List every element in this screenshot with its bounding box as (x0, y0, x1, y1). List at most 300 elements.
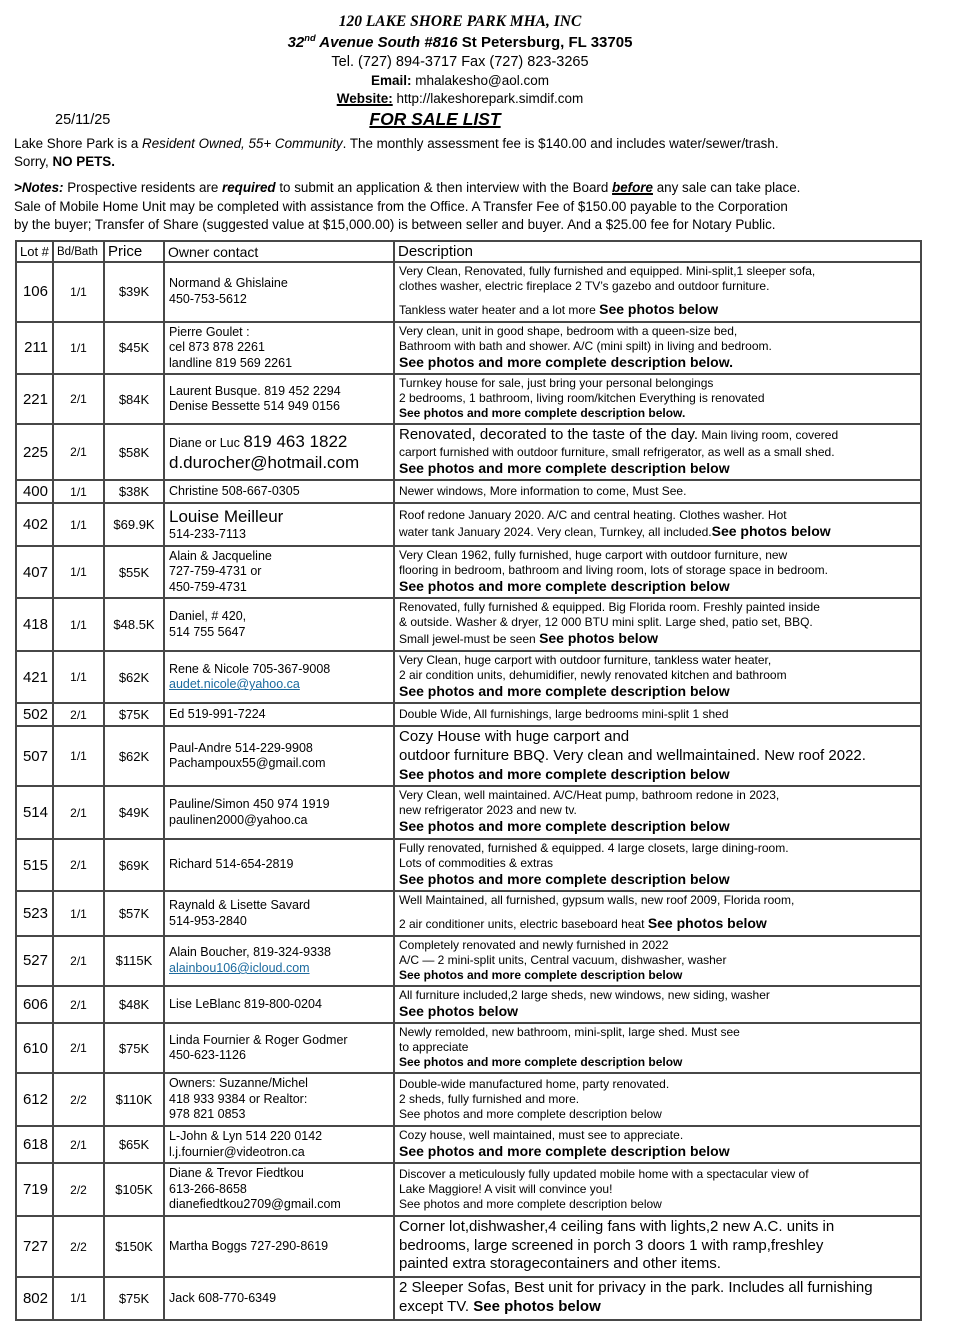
bdbath-cell: 2/1 (53, 1126, 104, 1164)
text-segment: 613-266-8658 (169, 1181, 247, 1196)
contact-line (169, 857, 389, 873)
table-row (16, 503, 921, 546)
text-segment: except TV. (399, 1297, 474, 1315)
description-cell (394, 786, 921, 839)
text-segment: See photos below (647, 915, 767, 932)
text-segment: See photos and more complete description below (399, 967, 683, 982)
text-segment: nd (304, 33, 316, 44)
text-segment: Website: (336, 91, 393, 107)
text-segment: Completely renovated and newly furnished in 2022 (399, 937, 669, 952)
text-segment: landline 819 569 2261 (169, 355, 293, 370)
notes-paragraph (14, 179, 948, 234)
contact-line (169, 625, 389, 641)
description-cell (394, 1277, 921, 1320)
text-segment: See photos and more complete description below (399, 870, 730, 887)
contact-line (169, 484, 389, 500)
text-segment: Jack 608-770-6349 (169, 1290, 277, 1305)
text-segment: 514-953-2840 (169, 913, 247, 928)
contact-line (169, 1107, 389, 1123)
contact-line (169, 1129, 389, 1145)
text-line (399, 788, 916, 803)
contact-cell (164, 262, 394, 322)
text-segment: 514-233-7113 (169, 527, 246, 542)
text-segment: 978 821 0853 (169, 1107, 246, 1122)
table-row (16, 424, 921, 480)
table-row (16, 262, 921, 322)
description-cell (394, 1216, 921, 1277)
lot-cell: 407 (16, 546, 53, 599)
text-line (399, 856, 916, 871)
lot-cell: 418 (16, 598, 53, 651)
text-line (14, 135, 948, 153)
bdbath-cell: 1/1 (53, 598, 104, 651)
text-line (399, 915, 916, 933)
price-cell: $115K (104, 936, 164, 986)
contact-line (169, 707, 389, 723)
text-line (399, 354, 916, 372)
description-cell (394, 1126, 921, 1164)
price-cell: $39K (104, 262, 164, 322)
bdbath-cell: 2/2 (53, 1163, 104, 1216)
price-cell: $69K (104, 839, 164, 892)
col-header-description: Description (394, 241, 921, 262)
bdbath-cell: 1/1 (53, 503, 104, 546)
price-cell: $48K (104, 986, 164, 1024)
text-line (399, 600, 916, 615)
text-segment: flooring in bedroom, bathroom and living room, lots of storage space in bedroom. (399, 562, 828, 577)
contact-line (169, 384, 389, 400)
lot-cell: 514 (16, 786, 53, 839)
text-segment: Very Clean, well maintained. A/C/Heat pump, bathroom redone in 2023, (399, 788, 780, 803)
table-row (16, 1216, 921, 1277)
bdbath-cell: 2/1 (53, 786, 104, 839)
text-line (399, 938, 916, 953)
text-segment: Double-wide manufactured home, party renovated. (399, 1076, 670, 1091)
text-segment: to appreciate (399, 1040, 469, 1055)
text-line (399, 1298, 916, 1317)
text-segment: Owners: Suzanne/Michel (169, 1076, 308, 1091)
bdbath-cell: 2/1 (53, 986, 104, 1024)
contact-line (169, 1033, 389, 1049)
col-header-price: Price (104, 241, 164, 262)
text-segment: See photos below (599, 301, 719, 318)
text-segment: 2 sheds, fully furnished and more. (399, 1091, 580, 1106)
text-line (399, 1143, 916, 1161)
table-row (16, 1277, 921, 1320)
text-segment: Louise Meilleur (169, 507, 284, 527)
text-segment: 2 bedrooms, 1 bathroom, living room/kitchen Everything is renovated (399, 391, 765, 406)
text-line (399, 1167, 916, 1182)
contact-cell (164, 651, 394, 704)
description-cell (394, 503, 921, 546)
text-line (399, 803, 916, 818)
contact-cell (164, 424, 394, 480)
price-cell: $57K (104, 891, 164, 936)
contact-cell (164, 322, 394, 375)
text-segment: A/C — 2 mini-split units, Central vacuum, dishwasher, washer (399, 952, 727, 967)
description-cell (394, 726, 921, 786)
text-segment: See photos below (399, 1002, 519, 1019)
description-cell (394, 1023, 921, 1073)
contact-line (169, 292, 389, 308)
text-line (399, 1128, 916, 1143)
text-line (399, 841, 916, 856)
contact-cell (164, 703, 394, 726)
price-cell: $65K (104, 1126, 164, 1164)
text-segment: Normand & Ghislaine (169, 276, 288, 291)
text-segment: Well Maintained, all furnished, gypsum walls, new roof 2009, Florida room, (399, 893, 795, 908)
text-line (399, 1055, 916, 1070)
contact-line (169, 662, 389, 678)
text-line (0, 53, 920, 72)
text-line (399, 406, 916, 421)
text-segment: Corner lot,dishwasher,4 ceiling fans with lights,2 new A.C. units in (399, 1217, 835, 1235)
text-segment: Christine 508-667-0305 (169, 484, 300, 499)
contact-line (169, 356, 389, 372)
table-row (16, 1023, 921, 1073)
text-segment: new refrigerator 2023 and new tv. (399, 803, 577, 818)
bdbath-cell: 2/1 (53, 936, 104, 986)
text-line (399, 818, 916, 836)
text-line (399, 1040, 916, 1055)
table-row (16, 598, 921, 651)
text-segment: 450-753-5612 (169, 291, 247, 306)
text-segment: Pauline/Simon 450 974 1919 (169, 797, 330, 812)
bdbath-cell: 1/1 (53, 891, 104, 936)
text-line (399, 1182, 916, 1197)
text-line (399, 578, 916, 596)
text-segment: Alain & Jacqueline (169, 548, 272, 563)
contact-line (169, 1291, 389, 1307)
text-segment: d.durocher@hotmail.com (169, 453, 360, 473)
text-segment: Double Wide, All furnishings, large bedrooms mini-split 1 shed (399, 706, 729, 721)
text-segment: carport furnished with outdoor furniture, small refrigerator, as well as a small shed. (399, 444, 835, 459)
text-segment: Roof redone January 2020. A/C and central heating. Clothes washer. Hot (399, 507, 787, 522)
table-row (16, 986, 921, 1024)
description-cell (394, 1073, 921, 1126)
text-segment: L-John & Lyn 514 220 0142 (169, 1129, 323, 1144)
text-segment: See photos below (473, 1297, 601, 1315)
contact-cell (164, 546, 394, 599)
lot-cell: 610 (16, 1023, 53, 1073)
text-line (399, 988, 916, 1003)
contact-line (169, 325, 389, 341)
bdbath-cell: 2/1 (53, 839, 104, 892)
text-segment: Martha Boggs 727-290-8619 (169, 1238, 329, 1253)
text-segment: Sale of Mobile Home Unit may be completed with assistance from the Office. A Transfer Fee of $150.00 payable to the Corporation (14, 198, 788, 214)
contact-cell (164, 503, 394, 546)
text-line (399, 615, 916, 630)
contact-line (169, 1197, 389, 1213)
contact-cell (164, 786, 394, 839)
lot-cell: 727 (16, 1216, 53, 1277)
table-row (16, 480, 921, 503)
table-row (16, 891, 921, 936)
intro-paragraph (14, 135, 948, 171)
text-line (399, 426, 916, 445)
text-line (399, 707, 916, 722)
description-cell (394, 891, 921, 936)
price-cell: $75K (104, 703, 164, 726)
text-line (399, 653, 916, 668)
text-segment: bedrooms, large screened in porch 3 doors 1 with ramp,freshley (399, 1236, 824, 1254)
contact-line (169, 797, 389, 813)
description-cell (394, 322, 921, 375)
text-line (399, 301, 916, 319)
text-segment: Main living room, covered (698, 428, 839, 443)
contact-cell (164, 1126, 394, 1164)
text-line (399, 339, 916, 354)
text-segment: Rene & Nicole 705-367-9008 (169, 661, 331, 676)
text-segment: See photos and more complete description below. (399, 406, 686, 421)
lot-cell: 802 (16, 1277, 53, 1320)
price-cell: $38K (104, 480, 164, 503)
text-line (399, 1197, 916, 1212)
text-line (399, 324, 916, 339)
lot-cell: 225 (16, 424, 53, 480)
price-cell: $55K (104, 546, 164, 599)
text-segment: See photos and more complete description below (399, 1055, 683, 1070)
price-cell: $105K (104, 1163, 164, 1216)
text-segment: 2 Sleeper Sofas, Best unit for privacy in the park. Includes all furnishing (399, 1279, 873, 1297)
text-segment: Lots of commodities & extras (399, 855, 554, 870)
table-header-row (16, 241, 921, 262)
contact-line (169, 399, 389, 415)
text-segment: Lake Maggiore! A visit will convince you! (399, 1181, 613, 1196)
contact-line (169, 580, 389, 596)
contact-line (169, 741, 389, 757)
col-header-lot: Lot # (16, 241, 53, 262)
text-segment: Linda Fournier & Roger Godmer (169, 1032, 348, 1047)
listings-body (16, 262, 921, 1320)
text-segment: Cozy house, well maintained, must see to appreciate. (399, 1127, 684, 1142)
text-segment: St Petersburg, FL 33705 (457, 34, 633, 52)
text-segment: >Notes: (14, 180, 64, 196)
text-segment: Denise Bessette 514 949 0156 (169, 399, 340, 414)
table-row (16, 703, 921, 726)
lot-cell: 221 (16, 374, 53, 424)
text-segment: See photos below (539, 630, 659, 647)
text-line (399, 1092, 916, 1107)
text-segment: paulinen2000@yahoo.ca (169, 812, 308, 827)
bdbath-cell: 2/1 (53, 1023, 104, 1073)
lot-cell: 527 (16, 936, 53, 986)
email-link[interactable]: audet.nicole@yahoo.ca (169, 677, 300, 692)
contact-line (169, 997, 389, 1013)
bdbath-cell: 2/2 (53, 1073, 104, 1126)
bdbath-cell: 2/1 (53, 424, 104, 480)
lot-cell: 719 (16, 1163, 53, 1216)
text-line (399, 683, 916, 701)
text-segment: See photos below (711, 522, 831, 539)
text-segment: See photos and more complete description below (399, 818, 730, 835)
text-line (0, 12, 920, 32)
text-segment: Tel. (727) 894-3717 Fax (727) 823-3265 (331, 54, 589, 71)
bdbath-cell: 1/1 (53, 480, 104, 503)
text-segment: Richard 514-654-2819 (169, 857, 294, 872)
text-segment: water tank January 2024. Very clean, Turnkey, all included. (399, 524, 712, 539)
text-line (399, 1003, 916, 1021)
description-cell (394, 1163, 921, 1216)
for-sale-table (15, 240, 922, 1321)
contact-line (169, 677, 389, 693)
text-line (399, 1279, 916, 1298)
text-segment: Paul-Andre 514-229-9908 (169, 740, 313, 755)
text-segment: Discover a meticulously fully updated mobile home with a spectacular view of (399, 1166, 809, 1181)
text-segment: Avenue South #816 (315, 34, 458, 52)
text-segment: 32 (287, 34, 305, 52)
bdbath-cell: 1/1 (53, 262, 104, 322)
text-segment: Diane & Trevor Fiedtkou (169, 1166, 304, 1181)
text-segment: Very Clean, huge carport with outdoor furniture, tankless water heater, (399, 652, 772, 667)
contact-line (169, 813, 389, 829)
price-cell: $110K (104, 1073, 164, 1126)
text-segment: Pierre Goulet : (169, 324, 250, 339)
contact-cell (164, 986, 394, 1024)
text-segment: See photos and more complete description below (399, 1106, 662, 1121)
bdbath-cell: 1/1 (53, 546, 104, 599)
text-line (0, 32, 920, 53)
table-row (16, 1073, 921, 1126)
text-line (14, 198, 948, 216)
text-segment: clothes washer, electric fireplace 2 TV’s gazebo and outdoor furniture. (399, 279, 770, 294)
text-segment: 120 LAKE SHORE PARK MHA, INC (338, 13, 582, 30)
bdbath-cell: 1/1 (53, 651, 104, 704)
price-cell: $49K (104, 786, 164, 839)
email-link[interactable]: alainbou106@icloud.com (169, 960, 310, 975)
table-row (16, 726, 921, 786)
text-line (399, 968, 916, 983)
contact-line (169, 276, 389, 292)
text-line (0, 90, 920, 108)
price-cell: $75K (104, 1023, 164, 1073)
text-segment: Turnkey house for sale, just bring your personal belongings (399, 376, 714, 391)
text-line (399, 1237, 916, 1256)
text-line (14, 153, 948, 171)
text-segment: before (612, 180, 653, 196)
contact-cell (164, 936, 394, 986)
text-segment: Daniel, # 420, (169, 609, 247, 624)
text-line (399, 668, 916, 683)
contact-line (169, 564, 389, 580)
text-segment: All furniture included,2 large sheds, new windows, new siding, washer (399, 987, 770, 1002)
table-row (16, 651, 921, 704)
contact-cell (164, 839, 394, 892)
text-segment: Newly remolded, new bathroom, mini-split, large shed. Must see (399, 1025, 740, 1040)
text-segment: 2 air condition units, dehumidifier, newly renovated kitchen and bathroom (399, 667, 787, 682)
text-segment: required (222, 180, 276, 196)
lot-cell: 400 (16, 480, 53, 503)
lot-cell: 402 (16, 503, 53, 546)
text-line (399, 523, 916, 541)
text-segment: See photos and more complete description below (399, 1142, 730, 1159)
text-segment: See photos and more complete description below. (399, 353, 733, 370)
text-line (399, 953, 916, 968)
price-cell: $58K (104, 424, 164, 480)
contact-line (169, 452, 389, 473)
text-segment: Very Clean 1962, fully furnished, huge carport with outdoor furniture, new (399, 547, 788, 562)
price-cell: $62K (104, 651, 164, 704)
text-segment: Small jewel-must be seen (399, 632, 540, 647)
text-segment: 819 463 1822 (243, 432, 348, 452)
price-cell: $48.5K (104, 598, 164, 651)
contact-cell (164, 1023, 394, 1073)
price-cell: $69.9K (104, 503, 164, 546)
text-segment: painted extra storagecontainers and other items. (399, 1255, 721, 1273)
table-row (16, 322, 921, 375)
price-cell: $150K (104, 1216, 164, 1277)
contact-line (169, 1076, 389, 1092)
bdbath-cell: 1/1 (53, 726, 104, 786)
contact-cell (164, 1216, 394, 1277)
lot-cell: 612 (16, 1073, 53, 1126)
text-line (399, 630, 916, 648)
lot-cell: 618 (16, 1126, 53, 1164)
text-segment: See photos and more complete description below (399, 765, 730, 782)
text-line (399, 563, 916, 578)
text-line (399, 391, 916, 406)
text-segment: 418 933 9384 or Realtor: (169, 1091, 308, 1106)
text-segment: Resident Owned, 55+ Community (142, 136, 343, 151)
text-line (399, 871, 916, 889)
text-line (399, 893, 916, 908)
text-segment: Sorry, (14, 154, 53, 170)
text-segment: See photos and more complete description below (399, 577, 730, 594)
text-line (399, 766, 916, 784)
text-line (14, 179, 948, 197)
text-segment: l.j.fournier@videotron.ca (169, 1144, 305, 1159)
text-segment: any sale can take place. (652, 180, 801, 196)
text-line (399, 484, 916, 499)
text-line (399, 445, 916, 460)
description-cell (394, 986, 921, 1024)
description-cell (394, 839, 921, 892)
price-cell: $45K (104, 322, 164, 375)
contact-line (169, 1145, 389, 1161)
page-title: FOR SALE LIST (369, 109, 501, 129)
text-line (399, 279, 916, 294)
contact-line (169, 1048, 389, 1064)
text-line (399, 1255, 916, 1274)
contact-line (169, 1092, 389, 1108)
table-row (16, 936, 921, 986)
title-row (0, 109, 920, 133)
description-cell (394, 480, 921, 503)
table-header (16, 241, 921, 262)
lot-cell: 515 (16, 839, 53, 892)
text-segment: 2 air conditioner units, electric baseboard heat (399, 917, 648, 932)
text-line (14, 216, 948, 234)
contact-line (169, 914, 389, 930)
text-segment: Newer windows, More information to come, Must See. (399, 483, 687, 498)
text-segment: Raynald & Lisette Savard (169, 898, 311, 913)
description-cell (394, 262, 921, 322)
text-segment: 450-623-1126 (169, 1048, 246, 1063)
contact-cell (164, 480, 394, 503)
text-segment: 727-759-4731 or (169, 564, 262, 579)
text-segment: & outside. Washer & dryer, 12 000 BTU mini split. Large shed, patio set, BBQ. (399, 615, 813, 630)
bdbath-cell: 2/1 (53, 374, 104, 424)
text-segment: dianefiedtkou2709@gmail.com (169, 1197, 341, 1212)
contact-line (169, 945, 389, 961)
text-line (399, 1077, 916, 1092)
lot-cell: 507 (16, 726, 53, 786)
text-line (399, 460, 916, 478)
contact-line (169, 1239, 389, 1255)
text-line (399, 1107, 916, 1122)
description-cell (394, 936, 921, 986)
contact-line (169, 756, 389, 772)
